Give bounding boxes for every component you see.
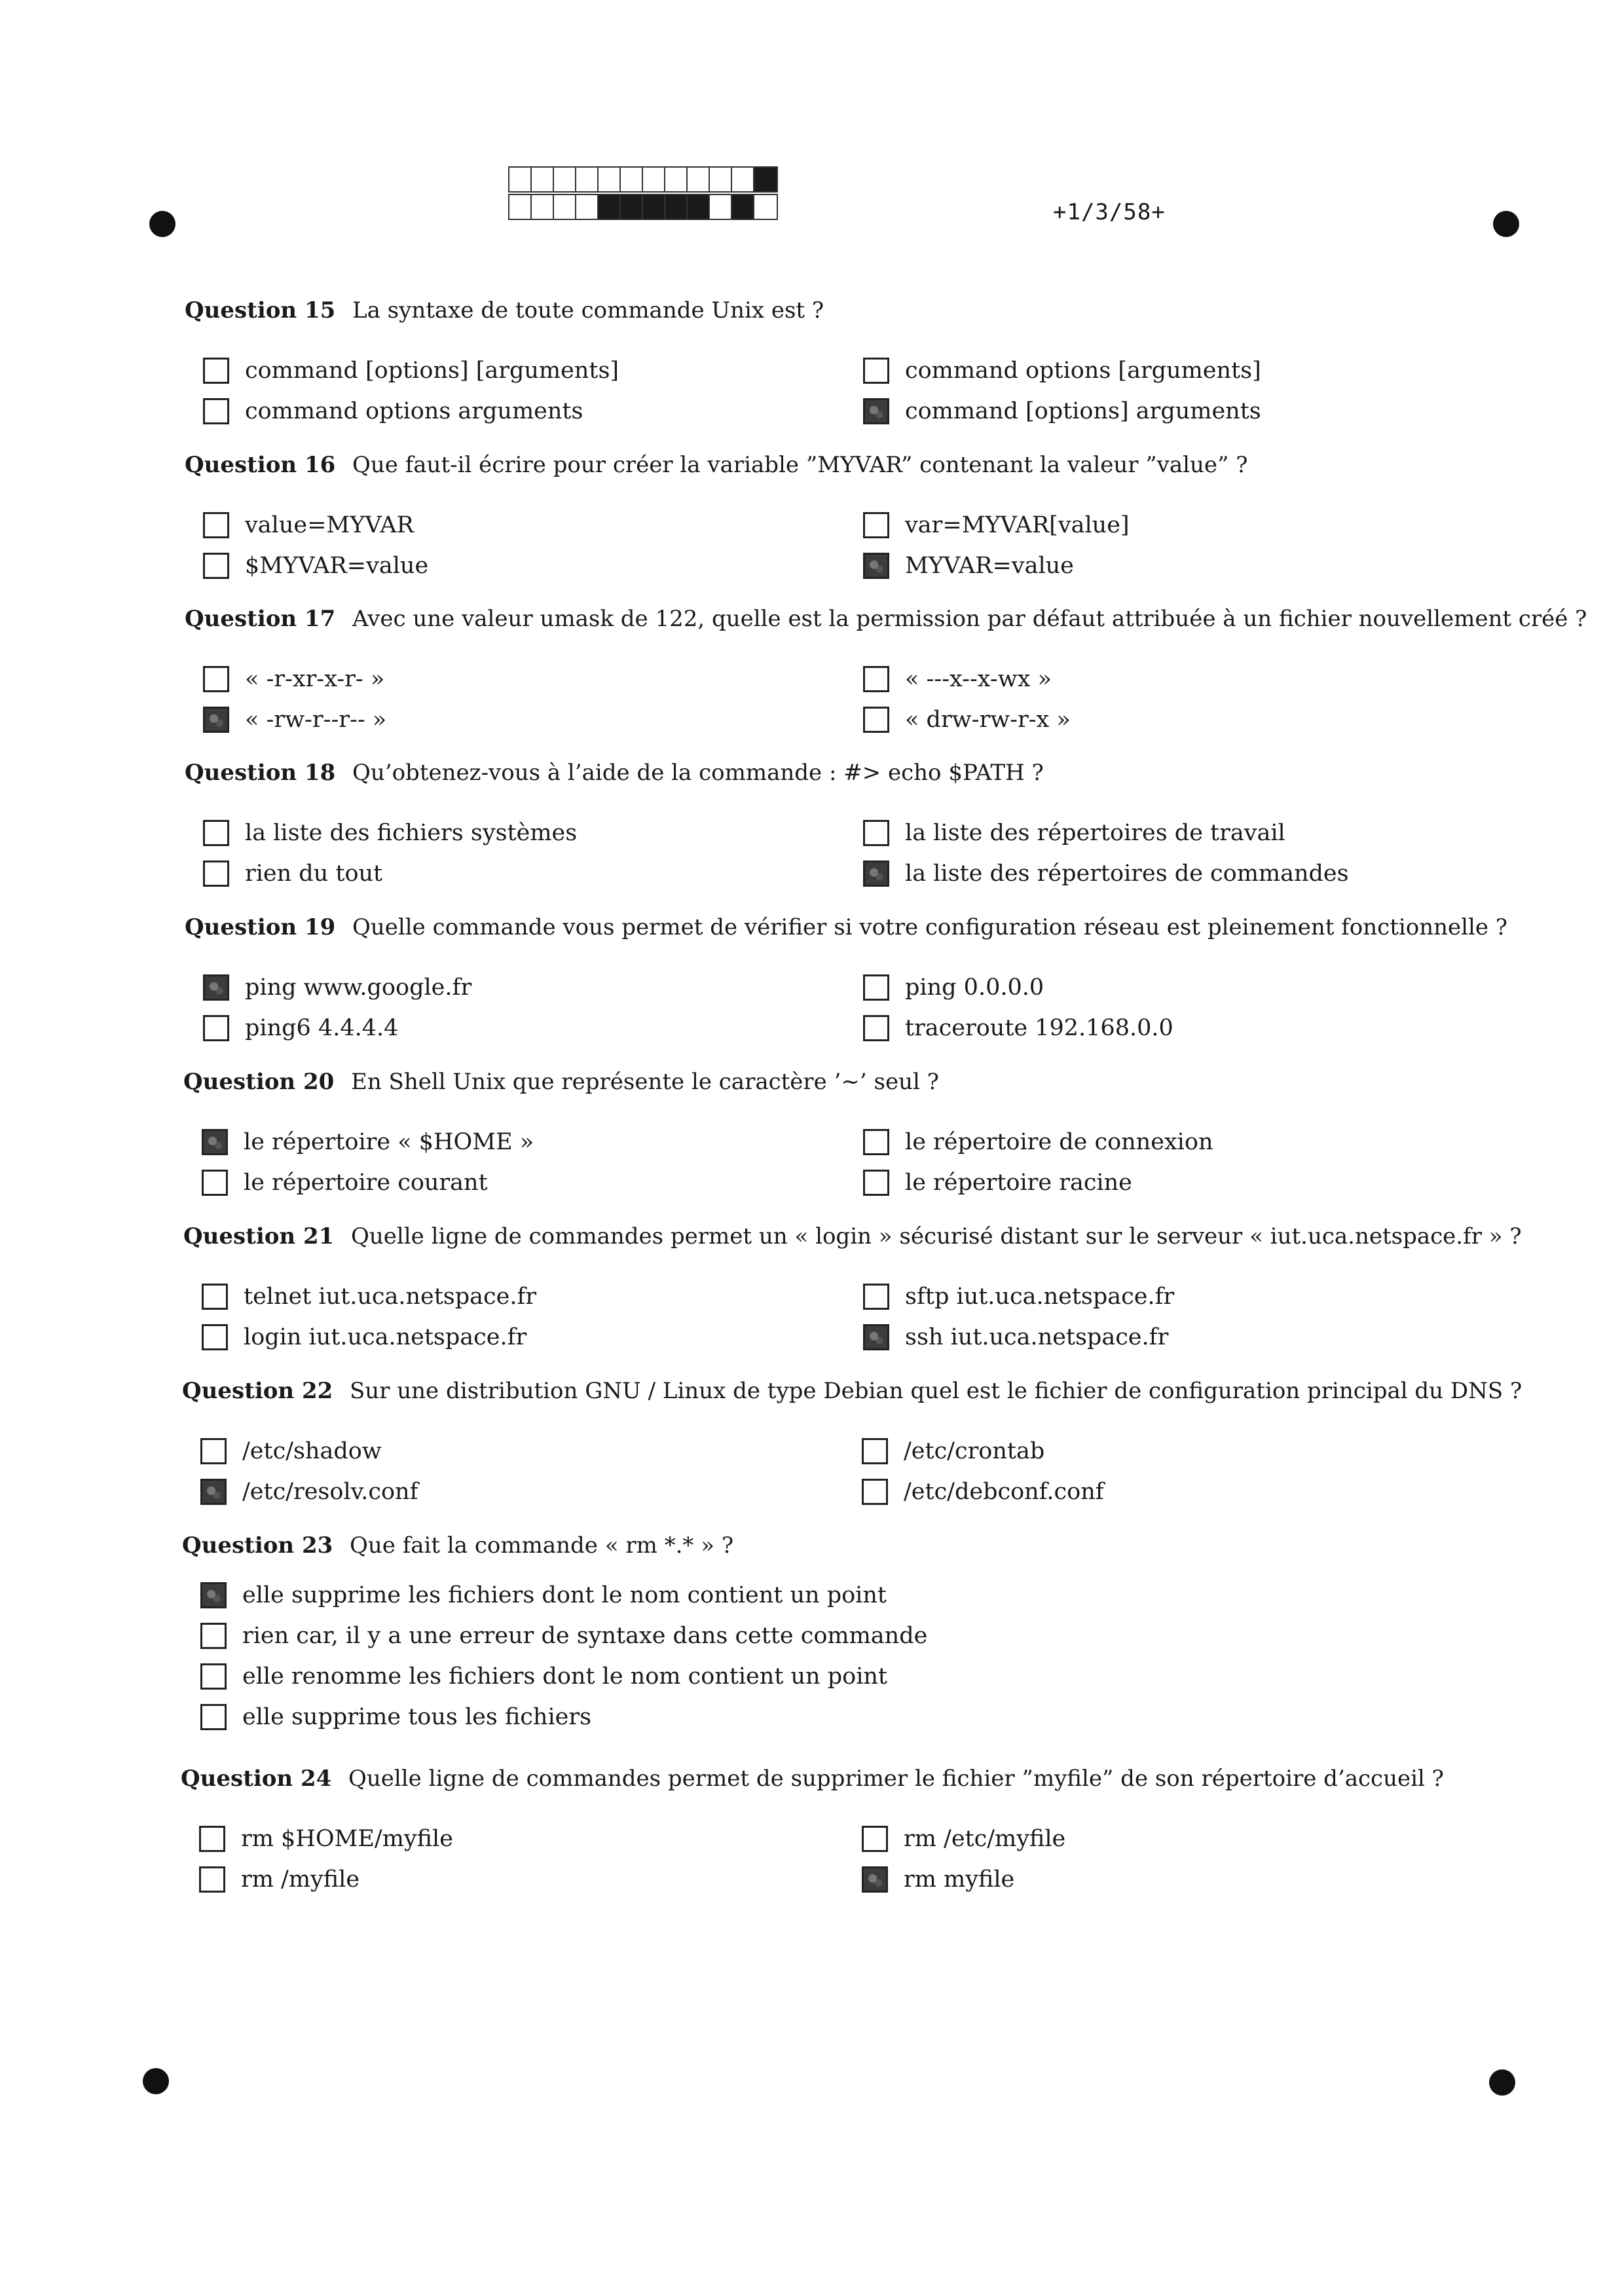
answer-text: command [options] arguments	[905, 398, 1261, 424]
checked-checkbox[interactable]	[200, 1582, 227, 1608]
checkbox[interactable]	[202, 1324, 228, 1350]
answer-text: /etc/shadow	[242, 1438, 382, 1464]
answer-option[interactable]	[862, 1826, 1065, 1852]
answer-option[interactable]	[203, 1015, 398, 1041]
registration-mark-top-right	[1493, 211, 1519, 237]
answer-option[interactable]	[863, 666, 1052, 692]
checkbox[interactable]	[862, 1438, 888, 1464]
barcode-cell	[576, 195, 599, 219]
registration-mark-top-left	[149, 211, 175, 237]
checkbox[interactable]	[203, 820, 229, 846]
checked-checkbox[interactable]	[200, 1479, 227, 1505]
barcode-cell	[599, 195, 621, 219]
answer-text: rm $HOME/myfile	[241, 1826, 453, 1852]
barcode-cell	[754, 195, 777, 219]
answer-text: rm /etc/myfile	[904, 1826, 1066, 1852]
barcode-cell	[665, 168, 688, 191]
barcode-cell	[509, 168, 532, 191]
barcode-cell	[754, 168, 777, 191]
barcode-cell	[643, 195, 665, 219]
answer-text: value=MYVAR	[245, 512, 414, 538]
checked-checkbox[interactable]	[203, 974, 229, 1001]
question-label: Question 24	[181, 1766, 332, 1792]
answer-option[interactable]	[863, 707, 1071, 733]
answer-text: « -r-xr-x-r- »	[245, 666, 385, 692]
answer-text: ping6 4.4.4.4	[245, 1015, 399, 1041]
checked-checkbox[interactable]	[202, 1129, 228, 1155]
answer-option[interactable]	[863, 553, 1074, 579]
answer-option[interactable]	[862, 1438, 1044, 1464]
checkbox[interactable]	[863, 1129, 889, 1155]
barcode-cell	[710, 168, 732, 191]
answer-option[interactable]	[203, 861, 382, 887]
answer-option[interactable]	[200, 1582, 887, 1608]
registration-mark-bottom-left	[143, 2068, 169, 2094]
answer-text: elle supprime les fichiers dont le nom contient un point	[242, 1582, 887, 1608]
answer-text: command [options] [arguments]	[245, 358, 619, 384]
answer-option[interactable]	[863, 974, 1044, 1001]
answer-option[interactable]	[200, 1663, 887, 1690]
answer-text: rien car, il y a une erreur de syntaxe dans cette commande	[242, 1623, 928, 1649]
answer-text: $MYVAR=value	[245, 553, 429, 579]
answer-text: la liste des répertoires de travail	[905, 820, 1285, 846]
page-barcode-row-2	[508, 194, 778, 220]
checkbox[interactable]	[203, 398, 229, 424]
answer-option[interactable]	[199, 1826, 453, 1852]
question-label: Question 15	[185, 297, 336, 324]
checkbox[interactable]	[203, 1015, 229, 1041]
answer-text: /etc/crontab	[904, 1438, 1045, 1464]
checkbox[interactable]	[202, 1170, 228, 1196]
barcode-cell	[732, 195, 754, 219]
answer-option[interactable]	[203, 666, 384, 692]
barcode-cell	[710, 195, 732, 219]
answer-text: « drw-rw-r-x »	[905, 707, 1071, 733]
question-text: Que faut-il écrire pour créer la variable ”MYVAR” contenant la valeur ”value” ?	[352, 452, 1248, 478]
barcode-cell	[643, 168, 665, 191]
question-text: Avec une valeur umask de 122, quelle est la permission par défaut attribuée à un fichier nouvellement créé ?	[352, 606, 1587, 632]
answer-text: elle renomme les fichiers dont le nom contient un point	[242, 1663, 887, 1690]
barcode-cell	[688, 195, 710, 219]
question-label: Question 20	[183, 1069, 335, 1095]
checkbox[interactable]	[863, 666, 889, 692]
answer-text: le répertoire courant	[244, 1170, 488, 1196]
answer-option[interactable]	[202, 1324, 526, 1350]
answer-option[interactable]	[199, 1866, 360, 1893]
question-label: Question 17	[185, 606, 336, 632]
answer-option[interactable]	[863, 398, 1261, 424]
answer-text: ping 0.0.0.0	[905, 974, 1044, 1001]
barcode-cell	[621, 195, 643, 219]
answer-text: ssh iut.uca.netspace.fr	[905, 1324, 1169, 1350]
answer-text: la liste des fichiers systèmes	[245, 820, 578, 846]
checkbox[interactable]	[200, 1704, 227, 1730]
checked-checkbox[interactable]	[863, 1324, 889, 1350]
barcode-cell	[621, 168, 643, 191]
answer-text: le répertoire racine	[905, 1170, 1132, 1196]
answer-text: rm /myfile	[241, 1866, 360, 1893]
answer-option[interactable]	[200, 1438, 382, 1464]
answer-text: command options [arguments]	[905, 358, 1261, 384]
answer-text: ping www.google.fr	[245, 974, 472, 1001]
answer-option[interactable]	[863, 1170, 1132, 1196]
answer-option[interactable]	[863, 820, 1285, 846]
answer-option[interactable]	[863, 1015, 1173, 1041]
registration-mark-bottom-right	[1489, 2069, 1515, 2096]
checkbox[interactable]	[862, 1826, 888, 1852]
question-text: Qu’obtenez-vous à l’aide de la commande : #> echo $PATH ?	[352, 760, 1044, 786]
answer-option[interactable]	[202, 1284, 536, 1310]
answer-option[interactable]	[863, 1284, 1174, 1310]
checkbox[interactable]	[863, 1284, 889, 1310]
barcode-cell	[532, 195, 554, 219]
answer-option[interactable]	[203, 707, 386, 733]
answer-text: /etc/debconf.conf	[904, 1479, 1104, 1505]
answer-option[interactable]	[863, 1324, 1168, 1350]
checked-checkbox[interactable]	[862, 1866, 888, 1893]
checkbox[interactable]	[203, 553, 229, 579]
answer-option[interactable]	[202, 1170, 488, 1196]
answer-option[interactable]	[203, 820, 577, 846]
checkbox[interactable]	[863, 1170, 889, 1196]
answer-text: telnet iut.uca.netspace.fr	[244, 1284, 537, 1310]
answer-text: rien du tout	[245, 861, 383, 887]
answer-option[interactable]	[202, 1129, 534, 1155]
question-text: Quelle ligne de commandes permet un « login » sécurisé distant sur le serveur « iut.uca.netspace.fr » ?	[351, 1223, 1522, 1250]
checkbox[interactable]	[199, 1826, 225, 1852]
question-text: Quelle commande vous permet de vérifier si votre configuration réseau est pleinement fonctionnelle ?	[352, 914, 1508, 940]
answer-text: var=MYVAR[value]	[905, 512, 1130, 538]
checkbox[interactable]	[203, 358, 229, 384]
page-id: +1/3/58+	[1053, 199, 1166, 225]
question-label: Question 16	[185, 452, 336, 478]
answer-option[interactable]	[203, 398, 583, 424]
answer-text: elle supprime tous les fichiers	[242, 1704, 592, 1730]
checkbox[interactable]	[863, 820, 889, 846]
checkbox[interactable]	[200, 1438, 227, 1464]
answer-option[interactable]	[203, 358, 619, 384]
question-label: Question 22	[182, 1378, 333, 1404]
checkbox[interactable]	[200, 1623, 227, 1649]
answer-option[interactable]	[863, 1129, 1213, 1155]
question-text: Que fait la commande « rm *.* » ?	[350, 1532, 734, 1559]
barcode-cell	[509, 195, 532, 219]
answer-text: le répertoire de connexion	[905, 1129, 1213, 1155]
question-label: Question 19	[185, 914, 336, 940]
answer-option[interactable]	[862, 1479, 1104, 1505]
answer-text: login iut.uca.netspace.fr	[244, 1324, 527, 1350]
answer-text: /etc/resolv.conf	[242, 1479, 418, 1505]
barcode-cell	[688, 168, 710, 191]
checkbox[interactable]	[863, 974, 889, 1001]
answer-option[interactable]	[863, 358, 1261, 384]
barcode-cell	[665, 195, 688, 219]
checkbox[interactable]	[863, 358, 889, 384]
barcode-cell	[554, 195, 576, 219]
answer-option[interactable]	[862, 1866, 1014, 1893]
answer-text: rm myfile	[904, 1866, 1015, 1893]
checked-checkbox[interactable]	[863, 553, 889, 579]
question-label: Question 18	[185, 760, 336, 786]
answer-text: traceroute 192.168.0.0	[905, 1015, 1173, 1041]
answer-option[interactable]	[863, 512, 1130, 538]
answer-text: sftp iut.uca.netspace.fr	[905, 1284, 1175, 1310]
answer-text: « ---x--x-wx »	[905, 666, 1052, 692]
checkbox[interactable]	[863, 707, 889, 733]
checkbox[interactable]	[203, 861, 229, 887]
answer-option[interactable]	[203, 553, 428, 579]
checkbox[interactable]	[203, 512, 229, 538]
checked-checkbox[interactable]	[203, 707, 229, 733]
answer-text: le répertoire « $HOME »	[244, 1129, 534, 1155]
checkbox[interactable]	[200, 1663, 227, 1690]
barcode-cell	[532, 168, 554, 191]
answer-text: MYVAR=value	[905, 553, 1074, 579]
checkbox[interactable]	[199, 1866, 225, 1893]
checkbox[interactable]	[863, 512, 889, 538]
checkbox[interactable]	[202, 1284, 228, 1310]
question-label: Question 23	[182, 1532, 333, 1559]
barcode-cell	[576, 168, 599, 191]
page-barcode-row-1	[508, 166, 778, 193]
answer-option[interactable]	[200, 1479, 418, 1505]
question-text: Sur une distribution GNU / Linux de type Debian quel est le fichier de configuration principal du DNS ?	[350, 1378, 1522, 1404]
checkbox[interactable]	[203, 666, 229, 692]
answer-text: command options arguments	[245, 398, 583, 424]
question-text: Quelle ligne de commandes permet de supprimer le fichier ”myfile” de son répertoire d’accueil ?	[348, 1766, 1444, 1792]
answer-option[interactable]	[203, 974, 471, 1001]
checkbox[interactable]	[863, 1015, 889, 1041]
barcode-cell	[554, 168, 576, 191]
answer-text: « -rw-r--r-- »	[245, 707, 387, 733]
question-text: La syntaxe de toute commande Unix est ?	[352, 297, 824, 324]
answer-option[interactable]	[863, 861, 1349, 887]
checkbox[interactable]	[862, 1479, 888, 1505]
checked-checkbox[interactable]	[863, 398, 889, 424]
question-text: En Shell Unix que représente le caractère ’∼’ seul ?	[351, 1069, 939, 1095]
barcode-cell	[732, 168, 754, 191]
answer-option[interactable]	[200, 1623, 927, 1649]
barcode-cell	[599, 168, 621, 191]
checked-checkbox[interactable]	[863, 861, 889, 887]
answer-option[interactable]	[200, 1704, 591, 1730]
question-label: Question 21	[183, 1223, 335, 1250]
answer-text: la liste des répertoires de commandes	[905, 861, 1349, 887]
answer-option[interactable]	[203, 512, 414, 538]
